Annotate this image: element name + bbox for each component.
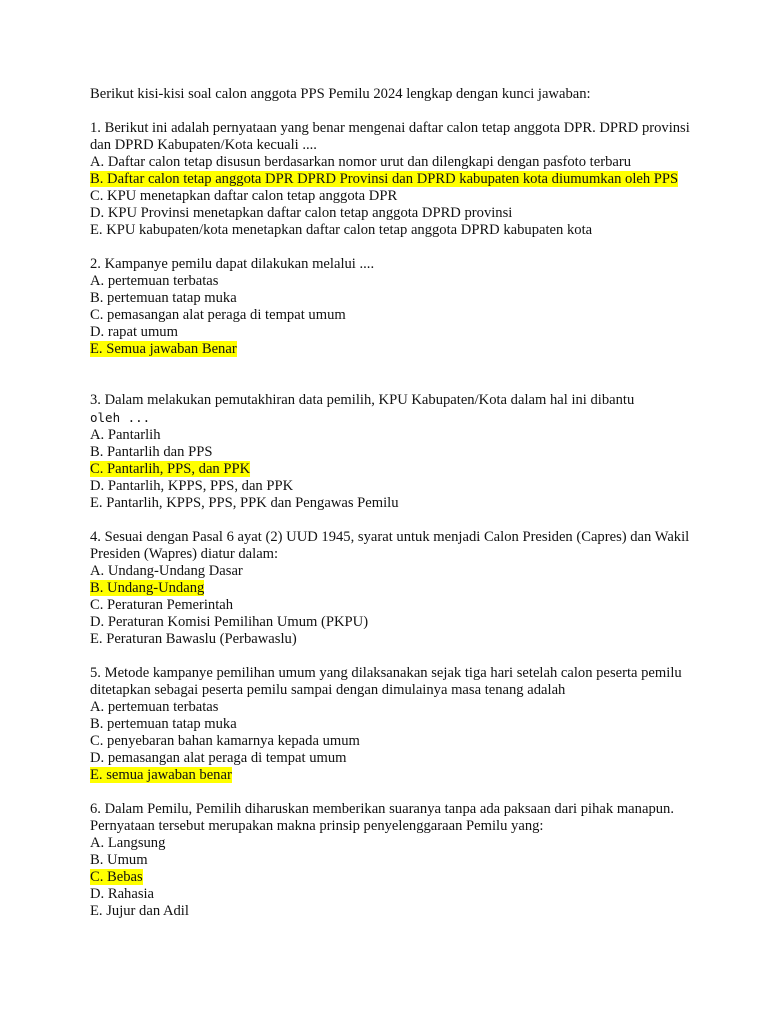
option — [90, 307, 690, 324]
option — [90, 563, 690, 580]
option — [90, 222, 690, 239]
question-text: 1. Berikut ini adalah pernyataan yang benar mengenai daftar calon tetap anggota DPR. DPRD provinsi dan DPRD Kabupaten/Kota kecuali .... — [90, 120, 690, 153]
option-label: A. pertemuan terbatas — [90, 273, 219, 289]
option — [90, 273, 690, 290]
question-text: 5. Metode kampanye pemilihan umum yang dilaksanakan sejak tiga hari setelah calon peserta pemilu ditetapkan sebagai peserta pemilu sampai dengan dimulainya masa tenang adalah — [90, 665, 682, 698]
option-label: E. KPU kabupaten/kota menetapkan daftar calon tetap anggota DPRD kabupaten kota — [90, 222, 593, 238]
question-text-main: 3. Dalam melakukan pemutakhiran data pemilih, KPU Kabupaten/Kota dalam hal ini dibantu — [90, 392, 635, 408]
option — [90, 597, 690, 614]
option — [90, 188, 690, 205]
option-answer — [90, 767, 690, 784]
option-list — [90, 273, 690, 358]
document-page — [90, 86, 690, 937]
option-label: A. pertemuan terbatas — [90, 699, 219, 715]
option-list — [90, 699, 690, 784]
question-1 — [90, 120, 690, 239]
option — [90, 750, 690, 767]
option-label: D. rapat umum — [90, 324, 178, 340]
option-label: E. Peraturan Bawaslu (Perbawaslu) — [90, 631, 297, 647]
option-label: A. Daftar calon tetap disusun berdasarkan nomor urut dan dilengkapi dengan pasfoto terbaru — [90, 154, 632, 170]
option-label: C. pemasangan alat peraga di tempat umum — [90, 307, 346, 323]
question-6 — [90, 801, 690, 920]
option — [90, 733, 690, 750]
option-label-highlighted: B. Daftar calon tetap anggota DPR DPRD Provinsi dan DPRD kabupaten kota diumumkan oleh PPS — [90, 171, 679, 187]
option — [90, 699, 690, 716]
question-text: 2. Kampanye pemilu dapat dilakukan melalui .... — [90, 256, 375, 272]
question-text: 6. Dalam Pemilu, Pemilih diharuskan memberikan suaranya tanpa ada paksaan dari pihak manapun. Pernyataan tersebut merupakan makna prinsip penyelenggaraan Pemilu yang: — [90, 801, 674, 834]
option-list — [90, 427, 690, 512]
option — [90, 835, 690, 852]
option-label: E. Pantarlih, KPPS, PPS, PPK dan Pengawas Pemilu — [90, 495, 399, 511]
option-answer — [90, 341, 690, 358]
option-label-highlighted: C. Bebas — [90, 869, 143, 885]
question-4 — [90, 529, 690, 648]
option-list — [90, 154, 690, 239]
option — [90, 852, 690, 869]
option — [90, 478, 690, 495]
option — [90, 444, 690, 461]
question-5 — [90, 665, 690, 784]
option-list — [90, 563, 690, 648]
option-answer — [90, 580, 690, 597]
option-label: C. Peraturan Pemerintah — [90, 597, 234, 613]
option-answer — [90, 171, 690, 188]
option-label: C. penyebaran bahan kamarnya kepada umum — [90, 733, 360, 749]
option — [90, 154, 690, 171]
option-label: D. pemasangan alat peraga di tempat umum — [90, 750, 347, 766]
intro-text: Berikut kisi-kisi soal calon anggota PPS Pemilu 2024 lengkap dengan kunci jawaban: — [90, 86, 591, 102]
option-label-highlighted: B. Undang-Undang — [90, 580, 205, 596]
option — [90, 886, 690, 903]
option — [90, 324, 690, 341]
question-text: 4. Sesuai dengan Pasal 6 ayat (2) UUD 1945, syarat untuk menjadi Calon Presiden (Capres) dan Wakil Presiden (Wapres) diatur dalam: — [90, 529, 690, 562]
option — [90, 427, 690, 444]
option-label: C. KPU menetapkan daftar calon tetap anggota DPR — [90, 188, 398, 204]
option-label: B. Umum — [90, 852, 148, 868]
option-label-highlighted: E. Semua jawaban Benar — [90, 341, 237, 357]
option-label: E. Jujur dan Adil — [90, 903, 189, 919]
question-text-tail: oleh ... — [90, 410, 151, 425]
option — [90, 290, 690, 307]
option-label: A. Pantarlih — [90, 427, 161, 443]
option-label-highlighted: C. Pantarlih, PPS, dan PPK — [90, 461, 251, 477]
option-label: D. Rahasia — [90, 886, 155, 902]
option-label: B. pertemuan tatap muka — [90, 290, 237, 306]
option-label-highlighted: E. semua jawaban benar — [90, 767, 232, 783]
option-label: B. Pantarlih dan PPS — [90, 444, 213, 460]
option — [90, 903, 690, 920]
question-text — [90, 392, 690, 427]
option — [90, 631, 690, 648]
option-label: A. Undang-Undang Dasar — [90, 563, 243, 579]
option — [90, 614, 690, 631]
option-answer — [90, 869, 690, 886]
option-label: D. Peraturan Komisi Pemilihan Umum (PKPU) — [90, 614, 369, 630]
option-label: D. KPU Provinsi menetapkan daftar calon tetap anggota DPRD provinsi — [90, 205, 513, 221]
option — [90, 205, 690, 222]
option-label: A. Langsung — [90, 835, 166, 851]
option-answer — [90, 461, 690, 478]
option — [90, 716, 690, 733]
question-3 — [90, 392, 690, 512]
option-list — [90, 835, 690, 920]
question-2 — [90, 256, 690, 358]
option-label: B. pertemuan tatap muka — [90, 716, 237, 732]
option-label: D. Pantarlih, KPPS, PPS, dan PPK — [90, 478, 294, 494]
option — [90, 495, 690, 512]
